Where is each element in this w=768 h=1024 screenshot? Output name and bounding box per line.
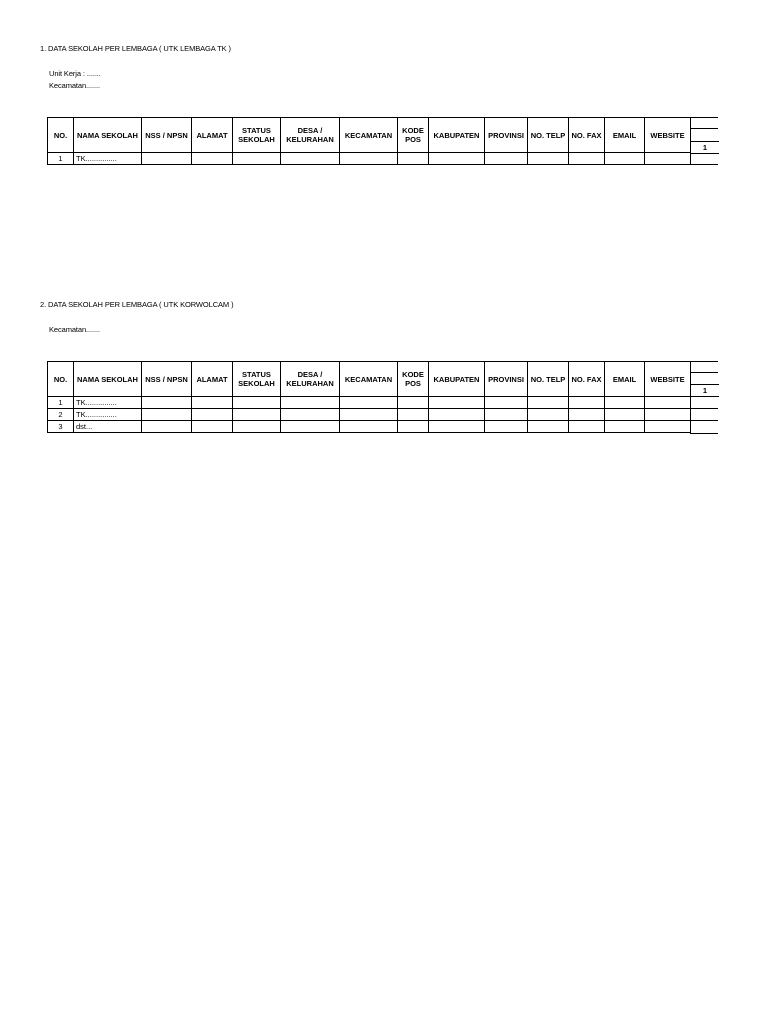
header-kabupaten: KABUPATEN	[429, 362, 485, 397]
cell-empty	[142, 153, 192, 165]
school-data-table-2	[47, 361, 691, 433]
cell-empty	[340, 421, 398, 433]
cell-empty	[569, 409, 605, 421]
cell-empty	[528, 421, 569, 433]
edge-line	[690, 117, 718, 118]
header-desa-kelurahan: DESA / KELURAHAN	[281, 118, 340, 153]
table-row	[48, 421, 691, 433]
cell-empty	[485, 421, 528, 433]
cell-empty	[569, 397, 605, 409]
header-status-sekolah: STATUS SEKOLAH	[233, 362, 281, 397]
cell-empty	[398, 153, 429, 165]
cell-empty	[398, 421, 429, 433]
table-header-row	[48, 118, 691, 153]
cell-empty	[485, 153, 528, 165]
unit-kerja-label: Unit Kerja : .......	[49, 69, 101, 78]
header-no-fax: NO. FAX	[569, 362, 605, 397]
header-nss-npsn: NSS / NPSN	[142, 362, 192, 397]
cell-empty	[569, 421, 605, 433]
cell-empty	[192, 153, 233, 165]
cell-empty	[398, 397, 429, 409]
header-nama-sekolah: NAMA SEKOLAH	[74, 362, 142, 397]
header-alamat: ALAMAT	[192, 118, 233, 153]
table-row	[48, 397, 691, 409]
cell-empty	[429, 153, 485, 165]
header-provinsi: PROVINSI	[485, 362, 528, 397]
edge-line	[690, 433, 718, 434]
table-row	[48, 153, 691, 165]
cell-no: 3	[48, 421, 74, 433]
cell-empty	[528, 153, 569, 165]
header-kode-pos: KODE POS	[398, 118, 429, 153]
cell-empty	[192, 397, 233, 409]
cell-empty	[142, 421, 192, 433]
header-status-sekolah: STATUS SEKOLAH	[233, 118, 281, 153]
cell-nama-sekolah: TK...............	[74, 153, 142, 165]
cell-empty	[192, 409, 233, 421]
cell-empty	[142, 409, 192, 421]
cell-empty	[485, 397, 528, 409]
cell-no: 1	[48, 397, 74, 409]
cell-nama-sekolah: TK...............	[74, 397, 142, 409]
cell-empty	[340, 153, 398, 165]
cell-empty	[281, 409, 340, 421]
cell-empty	[281, 397, 340, 409]
cell-no: 1	[48, 153, 74, 165]
cell-empty	[398, 409, 429, 421]
header-no: NO.	[48, 118, 74, 153]
cell-empty	[528, 409, 569, 421]
edge-line	[690, 420, 718, 421]
header-alamat: ALAMAT	[192, 362, 233, 397]
section1-title: 1. DATA SEKOLAH PER LEMBAGA ( UTK LEMBAGA TK )	[40, 44, 231, 53]
cell-empty	[605, 409, 645, 421]
cell-empty	[192, 421, 233, 433]
extra-header-cell: 1	[690, 384, 719, 397]
header-no-telp: NO. TELP	[528, 362, 569, 397]
header-kecamatan: KECAMATAN	[340, 118, 398, 153]
cell-empty	[429, 421, 485, 433]
cell-empty	[645, 409, 691, 421]
cell-empty	[605, 397, 645, 409]
edge-line	[690, 164, 718, 165]
cell-empty	[645, 153, 691, 165]
cell-empty	[233, 397, 281, 409]
cell-empty	[233, 409, 281, 421]
cell-empty	[645, 421, 691, 433]
cell-empty	[340, 409, 398, 421]
cell-nama-sekolah: dst...	[74, 421, 142, 433]
section2-title: 2. DATA SEKOLAH PER LEMBAGA ( UTK KORWOLCAM )	[40, 300, 234, 309]
cell-empty	[429, 397, 485, 409]
cell-empty	[605, 421, 645, 433]
table-row	[48, 409, 691, 421]
header-email: EMAIL	[605, 118, 645, 153]
school-data-table-1	[47, 117, 691, 165]
cell-nama-sekolah: TK...............	[74, 409, 142, 421]
edge-line	[690, 408, 718, 409]
cell-empty	[429, 409, 485, 421]
header-provinsi: PROVINSI	[485, 118, 528, 153]
cell-empty	[569, 153, 605, 165]
edge-line	[690, 361, 718, 362]
cell-empty	[340, 397, 398, 409]
cell-empty	[281, 421, 340, 433]
table-header-row	[48, 362, 691, 397]
header-email: EMAIL	[605, 362, 645, 397]
header-no-telp: NO. TELP	[528, 118, 569, 153]
cell-empty	[485, 409, 528, 421]
cell-empty	[142, 397, 192, 409]
header-website: WEBSITE	[645, 118, 691, 153]
cell-empty	[281, 153, 340, 165]
cell-no: 2	[48, 409, 74, 421]
kecamatan-label: Kecamatan.......	[49, 325, 100, 334]
edge-line	[690, 372, 718, 373]
cell-empty	[528, 397, 569, 409]
header-kode-pos: KODE POS	[398, 362, 429, 397]
cell-empty	[605, 153, 645, 165]
edge-line	[690, 128, 718, 129]
header-no: NO.	[48, 362, 74, 397]
cell-empty	[645, 397, 691, 409]
header-website: WEBSITE	[645, 362, 691, 397]
header-desa-kelurahan: DESA / KELURAHAN	[281, 362, 340, 397]
header-kecamatan: KECAMATAN	[340, 362, 398, 397]
cell-empty	[233, 153, 281, 165]
header-no-fax: NO. FAX	[569, 118, 605, 153]
header-nama-sekolah: NAMA SEKOLAH	[74, 118, 142, 153]
extra-header-cell: 1	[690, 141, 719, 154]
kecamatan-label: Kecamatan.......	[49, 81, 100, 90]
header-kabupaten: KABUPATEN	[429, 118, 485, 153]
cell-empty	[233, 421, 281, 433]
header-nss-npsn: NSS / NPSN	[142, 118, 192, 153]
